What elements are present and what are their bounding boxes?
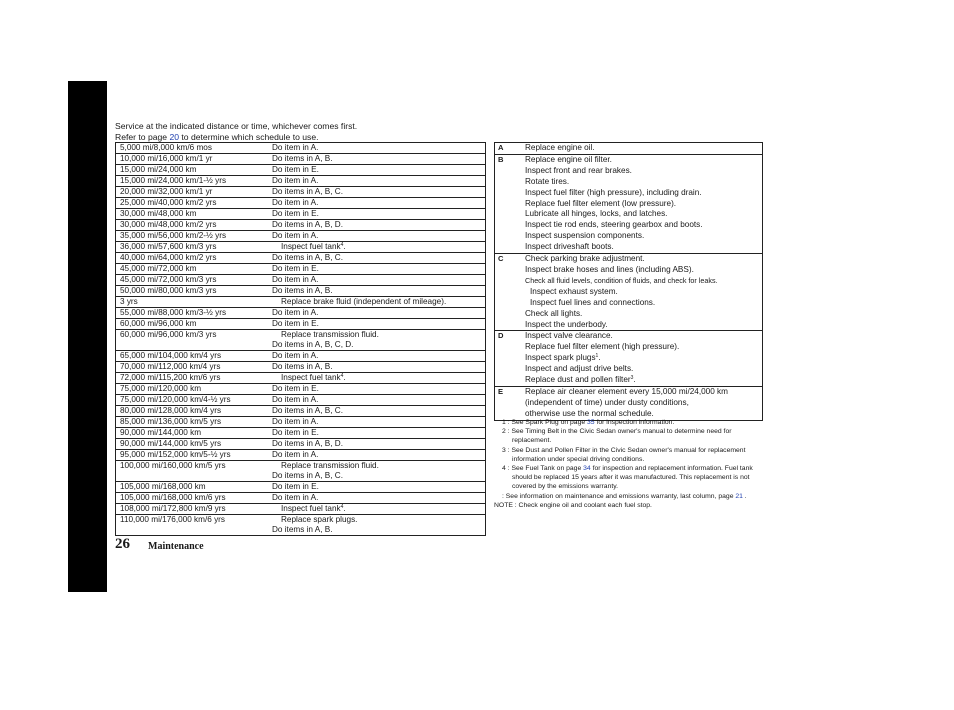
schedule-action: Inspect fuel tank$^4$. (268, 504, 486, 515)
schedule-action-text: Do items in A, B, D. (272, 439, 343, 448)
schedule-row (116, 242, 486, 253)
legend-item: Inspect front and rear brakes. (525, 165, 632, 175)
schedule-action-text: Do item in A. (272, 198, 319, 207)
legend-key: A (495, 143, 522, 155)
schedule-interval: 72,000 mi/115,200 km/6 yrs (116, 373, 269, 384)
schedule-interval: 65,000 mi/104,000 km/4 yrs (116, 351, 269, 362)
schedule-interval: 45,000 mi/72,000 km (116, 264, 269, 275)
schedule-action (268, 493, 486, 504)
schedule-action-text: Replace transmission fluid. (281, 330, 379, 339)
page-link-21[interactable]: 21 (735, 492, 743, 500)
schedule-action-text: Do item in E. (272, 384, 319, 393)
page-link-20[interactable]: 20 (169, 131, 180, 142)
footnote-ref: 1 (595, 353, 599, 360)
schedule-action-text: Replace brake fluid (independent of mileage). (281, 297, 447, 306)
legend-group-b (495, 154, 763, 253)
legend-item: Inspect fuel filter (high pressure), including drain. (525, 187, 702, 197)
schedule-action (268, 384, 486, 395)
schedule-action (268, 351, 486, 362)
schedule-interval: 45,000 mi/72,000 km/3 yrs (116, 275, 269, 286)
schedule-action-text: Inspect fuel tank (281, 242, 341, 251)
legend-item: Inspect spark plugs$^1$. (525, 353, 601, 363)
schedule-action-text: Do items in A, B, C. (272, 406, 343, 415)
schedule-interval: 75,000 mi/120,000 km (116, 384, 269, 395)
schedule-action (268, 461, 486, 482)
schedule-action-text: Do item in A. (272, 351, 319, 360)
schedule-action (268, 297, 486, 308)
schedule-action (268, 275, 486, 286)
schedule-action-text: Do items in A, B, C. (272, 187, 343, 196)
schedule-row (116, 351, 486, 362)
schedule-interval: 20,000 mi/32,000 km/1 yr (116, 187, 269, 198)
schedule-action-text: Do items in A, B. (272, 286, 333, 295)
legend-item: Inspect the underbody. (525, 319, 608, 329)
schedule-action: Inspect fuel tank$^4$. (268, 242, 486, 253)
schedule-action (268, 264, 486, 275)
legend-group-e (495, 386, 763, 420)
schedule-row (116, 165, 486, 176)
schedule-row (116, 264, 486, 275)
schedule-action-text: Do item in A. (272, 176, 319, 185)
schedule-action (268, 187, 486, 198)
legend-item: Replace engine oil. (525, 143, 595, 152)
schedule-action (268, 330, 486, 351)
legend-item: Lubricate all hinges, locks, and latches. (525, 209, 668, 219)
section-title: Maintenance (148, 541, 204, 552)
schedule-action-text: Do item in A. (272, 308, 319, 317)
schedule-action (268, 450, 486, 461)
legend-group-a (495, 143, 763, 155)
schedule-row (116, 187, 486, 198)
schedule-action (268, 231, 486, 242)
legend-items (521, 254, 763, 331)
schedule-row (116, 428, 486, 439)
schedule-interval: 10,000 mi/16,000 km/1 yr (116, 154, 269, 165)
schedule-action-text: Do item in E. (272, 264, 319, 273)
schedule-row (116, 406, 486, 417)
legend-key: B (495, 154, 522, 253)
schedule-interval: 30,000 mi/48,000 km/2 yrs (116, 220, 269, 231)
legend-item: Inspect brake hoses and lines (including ABS). (525, 264, 694, 274)
schedule-action-text: Do item in E. (272, 209, 319, 218)
legend-items (521, 143, 763, 155)
note-text: NOTE : Check engine oil and coolant each fuel stop. (494, 501, 652, 509)
schedule-action-text: Do items in A, B. (272, 154, 333, 163)
legend-key: D (495, 331, 522, 387)
legend-item: Inspect and adjust drive belts. (525, 364, 634, 374)
schedule-row (116, 319, 486, 330)
schedule-action-text: Do items in A, B, C. (272, 253, 343, 262)
schedule-row (116, 198, 486, 209)
schedule-action (268, 417, 486, 428)
footnote-4: 4 : See Fuel Tank on page 34 for inspection and replacement information. Fuel tank should be replaced 15 years after it was manufactured. This replacement is not covered by the emissions warranty. (502, 465, 753, 491)
legend-item: otherwise use the normal schedule. (525, 408, 654, 418)
intro-text (115, 121, 357, 142)
schedule-row (116, 417, 486, 428)
schedule-action (268, 154, 486, 165)
schedule-action (268, 220, 486, 231)
schedule-action (268, 395, 486, 406)
legend-item: Replace fuel filter element (high pressure). (525, 342, 680, 352)
schedule-interval: 40,000 mi/64,000 km/2 yrs (116, 253, 269, 264)
schedule-interval: 85,000 mi/136,000 km/5 yrs (116, 417, 269, 428)
schedule-action: Inspect fuel tank$^4$. (268, 373, 486, 384)
schedule-action (268, 165, 486, 176)
schedule-interval: 105,000 mi/168,000 km/6 yrs (116, 493, 269, 504)
schedule-row (116, 231, 486, 242)
schedule-action-text: Do items in A, B, D. (272, 220, 343, 229)
page-link-35[interactable]: 35 (587, 419, 595, 426)
legend-item: Rotate tires. (525, 176, 570, 186)
schedule-row (116, 176, 486, 187)
legend-key: C (495, 254, 522, 331)
page-number: 26 (115, 536, 130, 552)
legend-item: Replace air cleaner element every 15,000 mi/24,000 km (525, 386, 728, 396)
schedule-action-text: Do item in A. (272, 417, 319, 426)
legend-item: Replace fuel filter element (low pressure). (525, 198, 677, 208)
schedule-action (268, 253, 486, 264)
schedule-interval: 55,000 mi/88,000 km/3-½ yrs (116, 308, 269, 319)
footnote-1: 1 : See Spark Plug on page 35 for inspection information. (502, 419, 675, 426)
schedule-interval: 36,000 mi/57,600 km/3 yrs (116, 242, 269, 253)
schedule-row (116, 143, 486, 154)
footnote-3: 3 : See Dust and Pollen Filter in the Civic Sedan owner's manual for replacement information under special driving conditions. (502, 446, 746, 463)
footnote-ref: 4 (340, 242, 344, 248)
schedule-interval: 80,000 mi/128,000 km/4 yrs (116, 406, 269, 417)
schedule-action (268, 209, 486, 220)
maintenance-schedule-table (115, 142, 486, 536)
schedule-row (116, 362, 486, 373)
schedule-action-text: Do item in A. (272, 395, 319, 404)
schedule-action-text: Do item in A. (272, 231, 319, 240)
footnote-ref: 4 (340, 504, 344, 510)
schedule-action (268, 362, 486, 373)
service-items-legend (494, 142, 763, 421)
schedule-row (116, 384, 486, 395)
schedule-interval: 3 yrs (116, 297, 269, 308)
schedule-row (116, 286, 486, 297)
schedule-interval: 90,000 mi/144,000 km/5 yrs (116, 439, 269, 450)
schedule-interval: 25,000 mi/40,000 km/2 yrs (116, 198, 269, 209)
legend-items (521, 386, 763, 420)
schedule-interval: 30,000 mi/48,000 km (116, 209, 269, 220)
side-tab-bar (68, 81, 107, 592)
schedule-interval: 100,000 mi/160,000 km/5 yrs (116, 461, 269, 482)
footnote-ref: 3 (630, 375, 634, 382)
schedule-action (268, 143, 486, 154)
legend-item: Inspect suspension components. (525, 231, 645, 241)
intro-suffix: to determine which schedule to use. (179, 131, 319, 142)
schedule-row (116, 515, 486, 536)
schedule-action-text: Do item in A. (272, 143, 319, 152)
schedule-interval: 60,000 mi/96,000 km (116, 319, 269, 330)
legend-item: Inspect fuel lines and connections. (530, 297, 656, 307)
intro-line-2 (115, 132, 357, 143)
schedule-row (116, 373, 486, 384)
schedule-action-text: Inspect fuel tank (281, 373, 341, 382)
schedule-action (268, 308, 486, 319)
schedule-interval: 90,000 mi/144,000 km (116, 428, 269, 439)
schedule-action-text: Inspect fuel tank (281, 504, 341, 513)
legend-item: Replace engine oil filter. (525, 154, 612, 164)
legend-item: Inspect exhaust system. (530, 286, 618, 296)
schedule-interval: 15,000 mi/24,000 km (116, 165, 269, 176)
schedule-row (116, 308, 486, 319)
legend-key: E (495, 386, 522, 420)
schedule-action-text-2: Do items in A, B, C. (272, 471, 343, 480)
legend-group-c (495, 254, 763, 331)
schedule-interval: 105,000 mi/168,000 km (116, 482, 269, 493)
legend-item: (independent of time) under dusty conditions, (525, 397, 689, 407)
legend-item: Replace dust and pollen filter$^3$. (525, 375, 636, 385)
schedule-interval: 5,000 mi/8,000 km/6 mos (116, 143, 269, 154)
legend-item: Inspect valve clearance. (525, 331, 613, 341)
schedule-action-text-2: Do items in A, B, C, D. (272, 340, 354, 349)
page-link-34[interactable]: 34 (583, 465, 591, 473)
schedule-interval: 60,000 mi/96,000 km/3 yrs (116, 330, 269, 351)
schedule-row (116, 253, 486, 264)
schedule-interval: 15,000 mi/24,000 km/1-½ yrs (116, 176, 269, 187)
schedule-interval: 35,000 mi/56,000 km/2-½ yrs (116, 231, 269, 242)
schedule-action-text: Do item in A. (272, 275, 319, 284)
schedule-action (268, 176, 486, 187)
footnote-5: : See information on maintenance and emissions warranty, last column, page 21 . (502, 492, 747, 500)
footnote-2: 2 : See Timing Belt in the Civic Sedan owner's manual to determine need for replacement. (502, 428, 732, 445)
schedule-action-text: Replace spark plugs. (281, 515, 358, 524)
schedule-action (268, 286, 486, 297)
intro-prefix: Refer to page (115, 131, 170, 142)
legend-item: Check all lights. (525, 308, 583, 318)
schedule-row (116, 450, 486, 461)
schedule-row (116, 493, 486, 504)
schedule-row (116, 482, 486, 493)
schedule-row (116, 154, 486, 165)
schedule-row (116, 209, 486, 220)
schedule-row (116, 330, 486, 351)
schedule-action (268, 198, 486, 209)
schedule-row (116, 297, 486, 308)
schedule-action-text: Do item in E. (272, 482, 319, 491)
schedule-row (116, 439, 486, 450)
schedule-action-text-2: Do items in A, B. (272, 525, 333, 534)
legend-items (521, 154, 763, 253)
schedule-interval: 75,000 mi/120,000 km/4-½ yrs (116, 395, 269, 406)
schedule-interval: 110,000 mi/176,000 km/6 yrs (116, 515, 269, 536)
schedule-interval: 70,000 mi/112,000 km/4 yrs (116, 362, 269, 373)
footnote-ref: 4 (340, 373, 344, 379)
schedule-row (116, 220, 486, 231)
schedule-action (268, 439, 486, 450)
legend-items (521, 331, 763, 387)
schedule-row (116, 504, 486, 515)
schedule-action-text: Do item in E. (272, 165, 319, 174)
schedule-action-text: Do item in E. (272, 428, 319, 437)
schedule-interval: 95,000 mi/152,000 km/5-½ yrs (116, 450, 269, 461)
legend-group-d (495, 331, 763, 387)
schedule-action-text: Do item in A. (272, 450, 319, 459)
legend-item: Inspect driveshaft boots. (525, 242, 614, 252)
schedule-action (268, 406, 486, 417)
schedule-row (116, 395, 486, 406)
schedule-action-text: Do items in A, B. (272, 362, 333, 371)
schedule-interval: 108,000 mi/172,800 km/9 yrs (116, 504, 269, 515)
footnotes (494, 418, 762, 510)
schedule-action-text: Do item in E. (272, 319, 319, 328)
schedule-interval: 50,000 mi/80,000 km/3 yrs (116, 286, 269, 297)
schedule-action (268, 319, 486, 330)
schedule-action (268, 428, 486, 439)
schedule-action-text: Replace transmission fluid. (281, 461, 379, 470)
schedule-row (116, 275, 486, 286)
legend-item: Check all fluid levels, condition of fluids, and check for leaks. (525, 275, 718, 285)
schedule-action (268, 482, 486, 493)
schedule-row (116, 461, 486, 482)
schedule-action-text: Do item in A. (272, 493, 319, 502)
intro-line-1: Service at the indicated distance or time, whichever comes first. (115, 121, 358, 131)
legend-item: Inspect tie rod ends, steering gearbox and boots. (525, 220, 703, 230)
schedule-action (268, 515, 486, 536)
legend-item: Check parking brake adjustment. (525, 254, 645, 264)
